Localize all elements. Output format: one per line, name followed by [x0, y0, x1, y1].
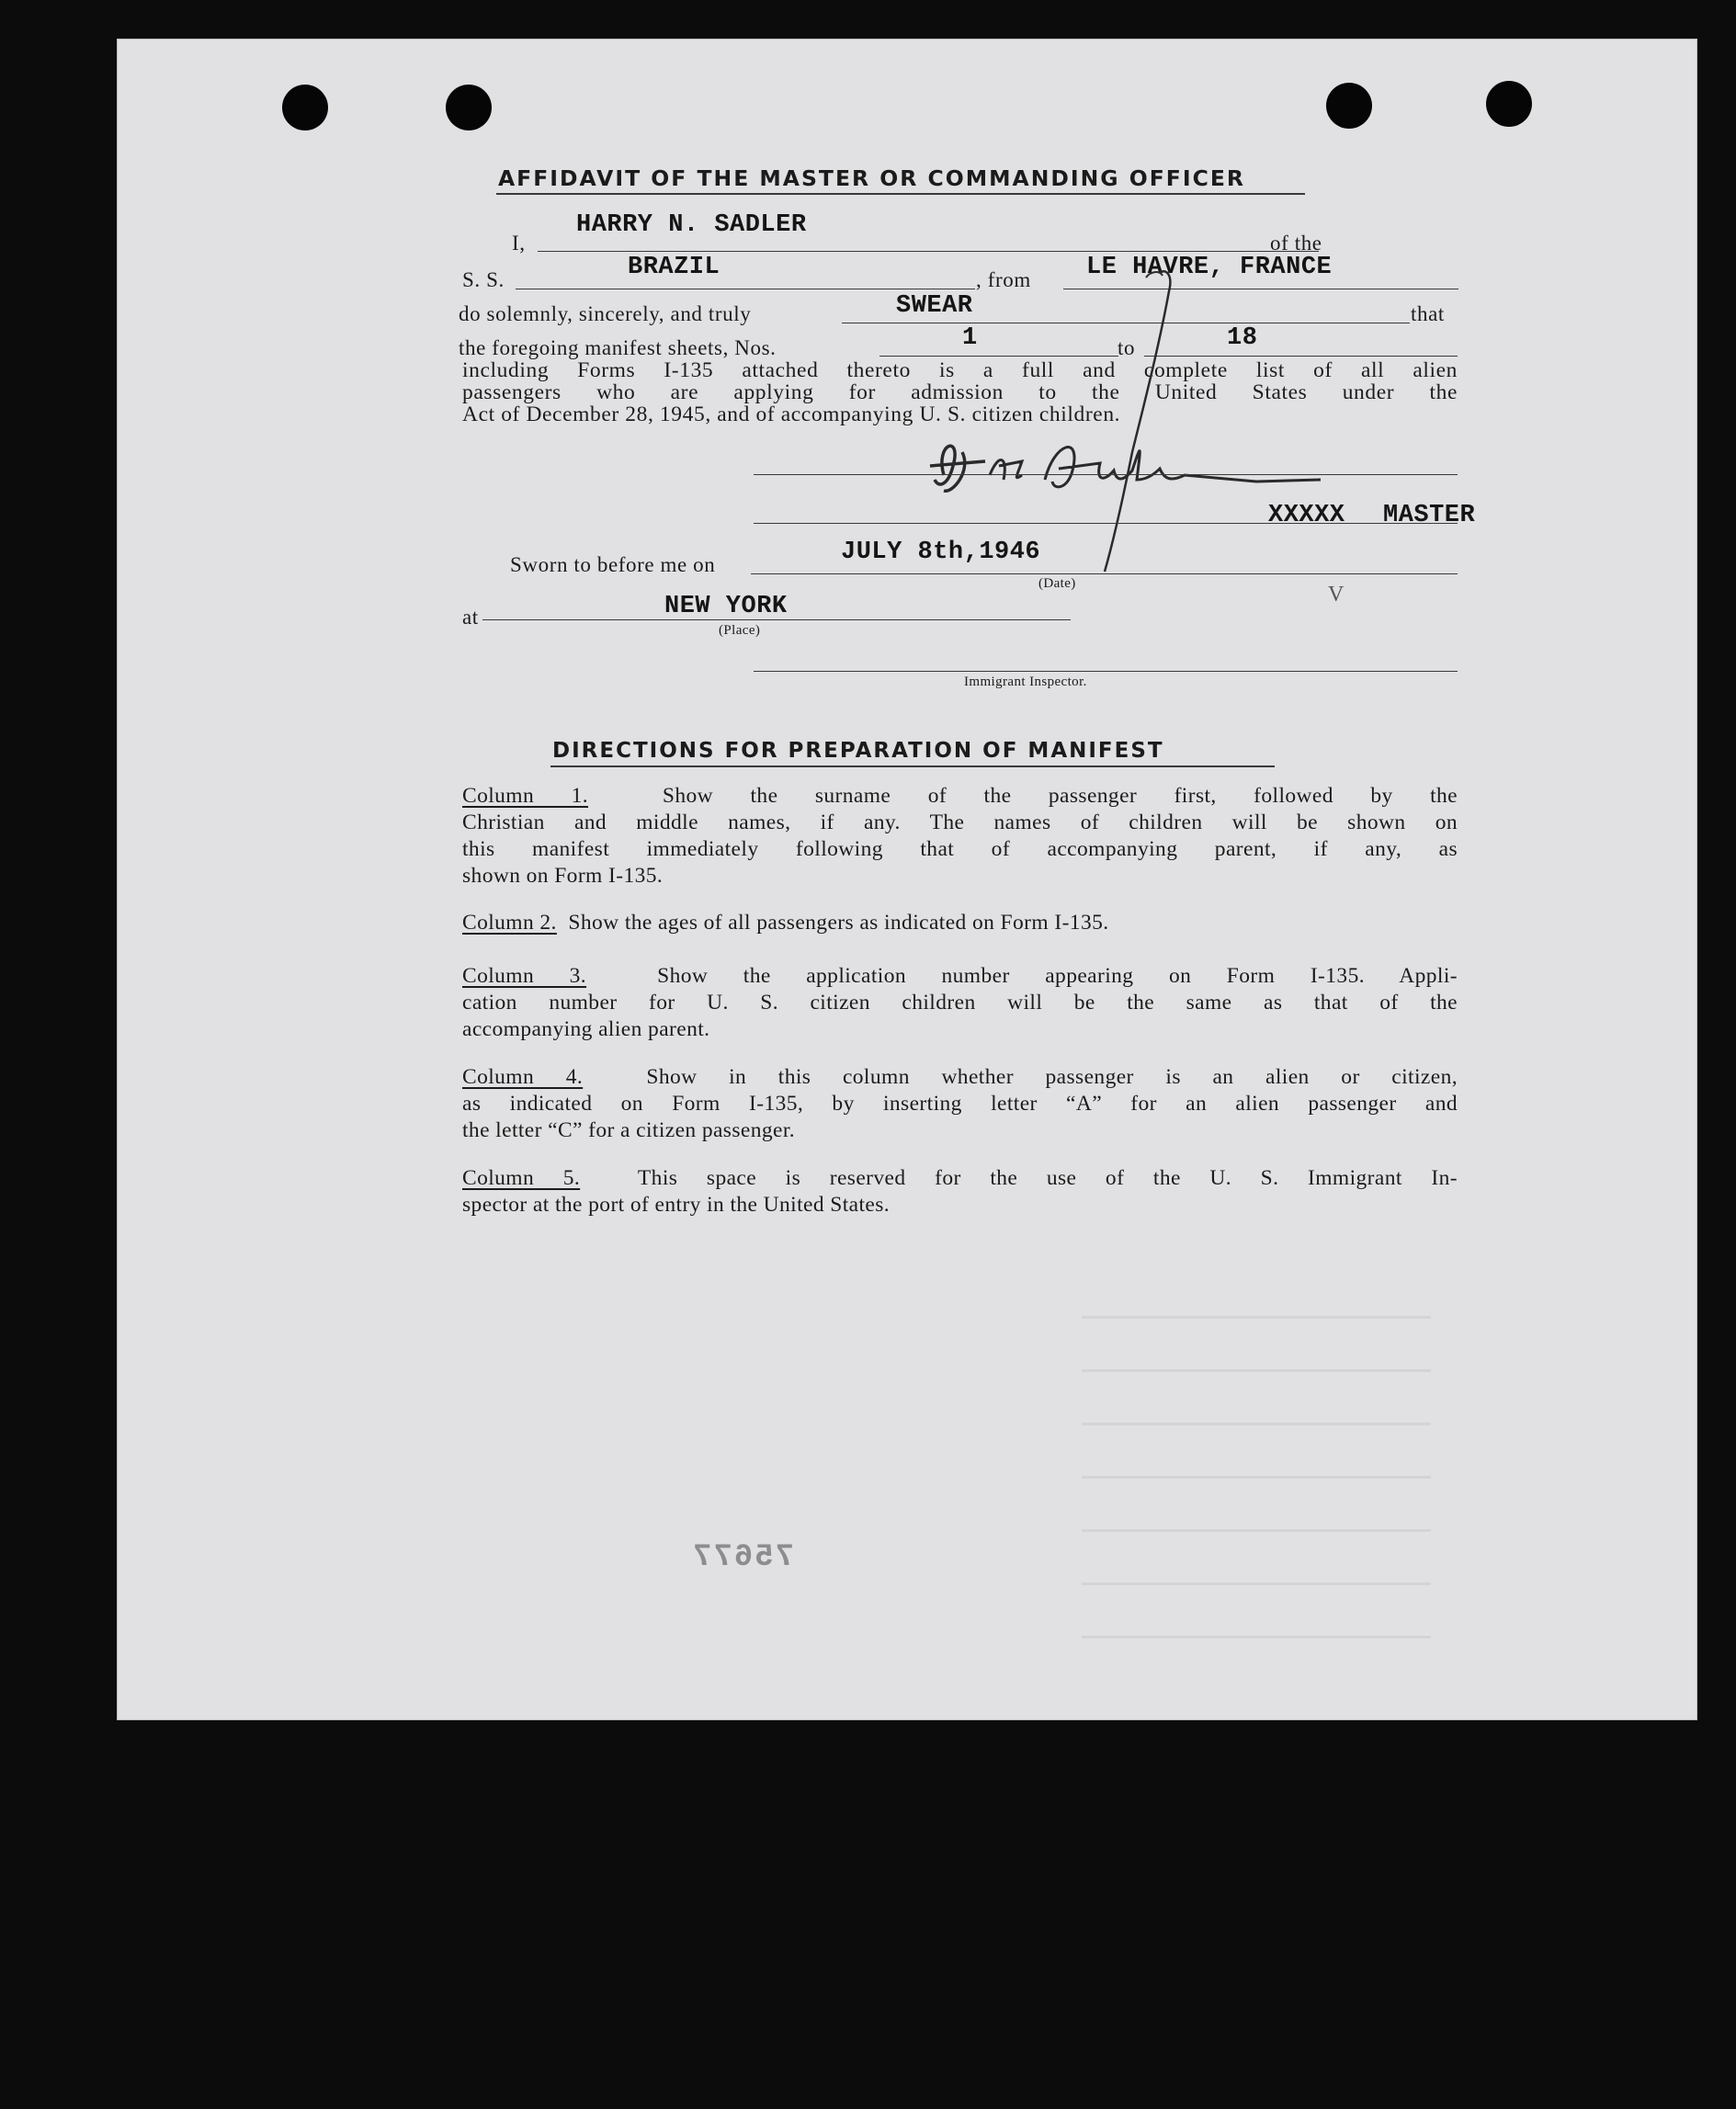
direction-line: Column 3. Show the application number appearing on Form I-135. Appli-	[462, 964, 1458, 988]
master-name-line	[538, 251, 1319, 252]
column-label: Column 2.	[462, 911, 557, 935]
sheet-to-line	[1144, 356, 1458, 357]
direction-line: Column 1. Show the surname of the passenger first, followed by the	[462, 784, 1458, 808]
direction-line: as indicated on Form I-135, by inserting letter “A” for an alien passenger and	[462, 1092, 1458, 1116]
manifest-page	[117, 39, 1697, 1720]
port-from-field: LE HAVRE, FRANCE	[1086, 254, 1333, 281]
direction-line: this manifest immediately following that of accompanying parent, if any, as	[462, 837, 1458, 861]
body-line: Act of December 28, 1945, and of accompanying U. S. citizen children.	[462, 403, 1121, 426]
direction-column-1	[462, 783, 1458, 890]
ship-name-field: BRAZIL	[628, 254, 720, 281]
ss-label: S. S.	[462, 268, 505, 291]
struck-title: XXXXX	[1268, 502, 1345, 529]
sheet-from-field: 1	[962, 324, 978, 352]
place-caption: (Place)	[719, 623, 761, 638]
check-mark-icon	[1072, 268, 1183, 581]
direction-line: Column 2. Show the ages of all passengers as indicated on Form I-135.	[462, 911, 1109, 935]
affidavit-title: AFFIDAVIT OF THE MASTER OR COMMANDING OFFICER	[498, 165, 1245, 191]
directions-title: DIRECTIONS FOR PREPARATION OF MANIFEST	[552, 739, 1164, 763]
column-label: Column 1.	[462, 784, 589, 808]
direction-column-2	[462, 910, 1458, 936]
direction-line: Column 5. This space is reserved for the use of the U. S. Immigrant In-	[462, 1166, 1458, 1190]
punch-hole-icon	[1326, 83, 1372, 129]
to-label: to	[1118, 336, 1136, 359]
direction-line: spector at the port of entry in the United States.	[462, 1193, 891, 1217]
check-mark-letter: V	[1328, 583, 1345, 607]
body-line: including Forms I-135 attached thereto is a full and complete list of all alien	[462, 358, 1458, 382]
sworn-label: Sworn to before me on	[510, 553, 716, 576]
that-label: that	[1411, 302, 1445, 325]
direction-column-4	[462, 1064, 1458, 1144]
stamp-number: 75677	[691, 1540, 795, 1575]
solemnly-label: do solemnly, sincerely, and truly	[459, 302, 752, 325]
direction-line: Christian and middle names, if any. The names of children will be shown on	[462, 811, 1458, 834]
master-name-field: HARRY N. SADLER	[576, 211, 807, 239]
direction-line: Column 4. Show in this column whether passenger is an alien or citizen,	[462, 1065, 1458, 1089]
place-field: NEW YORK	[664, 593, 788, 620]
direction-line: the letter “C” for a citizen passenger.	[462, 1118, 796, 1142]
i-label: I,	[512, 232, 526, 255]
oath-word-field: SWEAR	[896, 292, 973, 320]
sheets-label: the foregoing manifest sheets, Nos.	[459, 336, 777, 359]
sworn-date-field: JULY 8th,1946	[841, 539, 1041, 566]
direction-column-5	[462, 1165, 1458, 1219]
direction-line: cation number for U. S. citizen children will be the same as that of the	[462, 991, 1458, 1015]
of-the-label: of the	[1270, 232, 1322, 255]
punch-hole-icon	[282, 85, 328, 130]
master-title: MASTER	[1383, 502, 1476, 529]
place-line	[482, 619, 1071, 620]
direction-column-3	[462, 963, 1458, 1043]
punch-hole-icon	[1486, 81, 1532, 127]
from-label: , from	[976, 268, 1031, 291]
inspector-caption: Immigrant Inspector.	[964, 675, 1087, 689]
column-label: Column 5.	[462, 1166, 581, 1190]
direction-line: shown on Form I-135.	[462, 864, 664, 888]
affidavit-body	[462, 359, 1458, 425]
sheet-to-field: 18	[1227, 324, 1258, 352]
title-underline	[496, 193, 1305, 195]
punch-hole-icon	[446, 85, 492, 130]
direction-line: accompanying alien parent.	[462, 1017, 710, 1041]
at-label: at	[462, 606, 479, 629]
inspector-line	[754, 671, 1458, 672]
column-label: Column 4.	[462, 1065, 584, 1089]
date-caption: (Date)	[1038, 576, 1076, 591]
title-line	[754, 523, 1458, 524]
body-line: passengers who are applying for admission to the United States under the	[462, 380, 1458, 404]
sworn-date-line	[751, 573, 1458, 574]
signature-line	[754, 474, 1458, 475]
bleed-through-marks	[1082, 1279, 1431, 1665]
column-label: Column 3.	[462, 964, 587, 988]
directions-underline	[550, 765, 1275, 767]
